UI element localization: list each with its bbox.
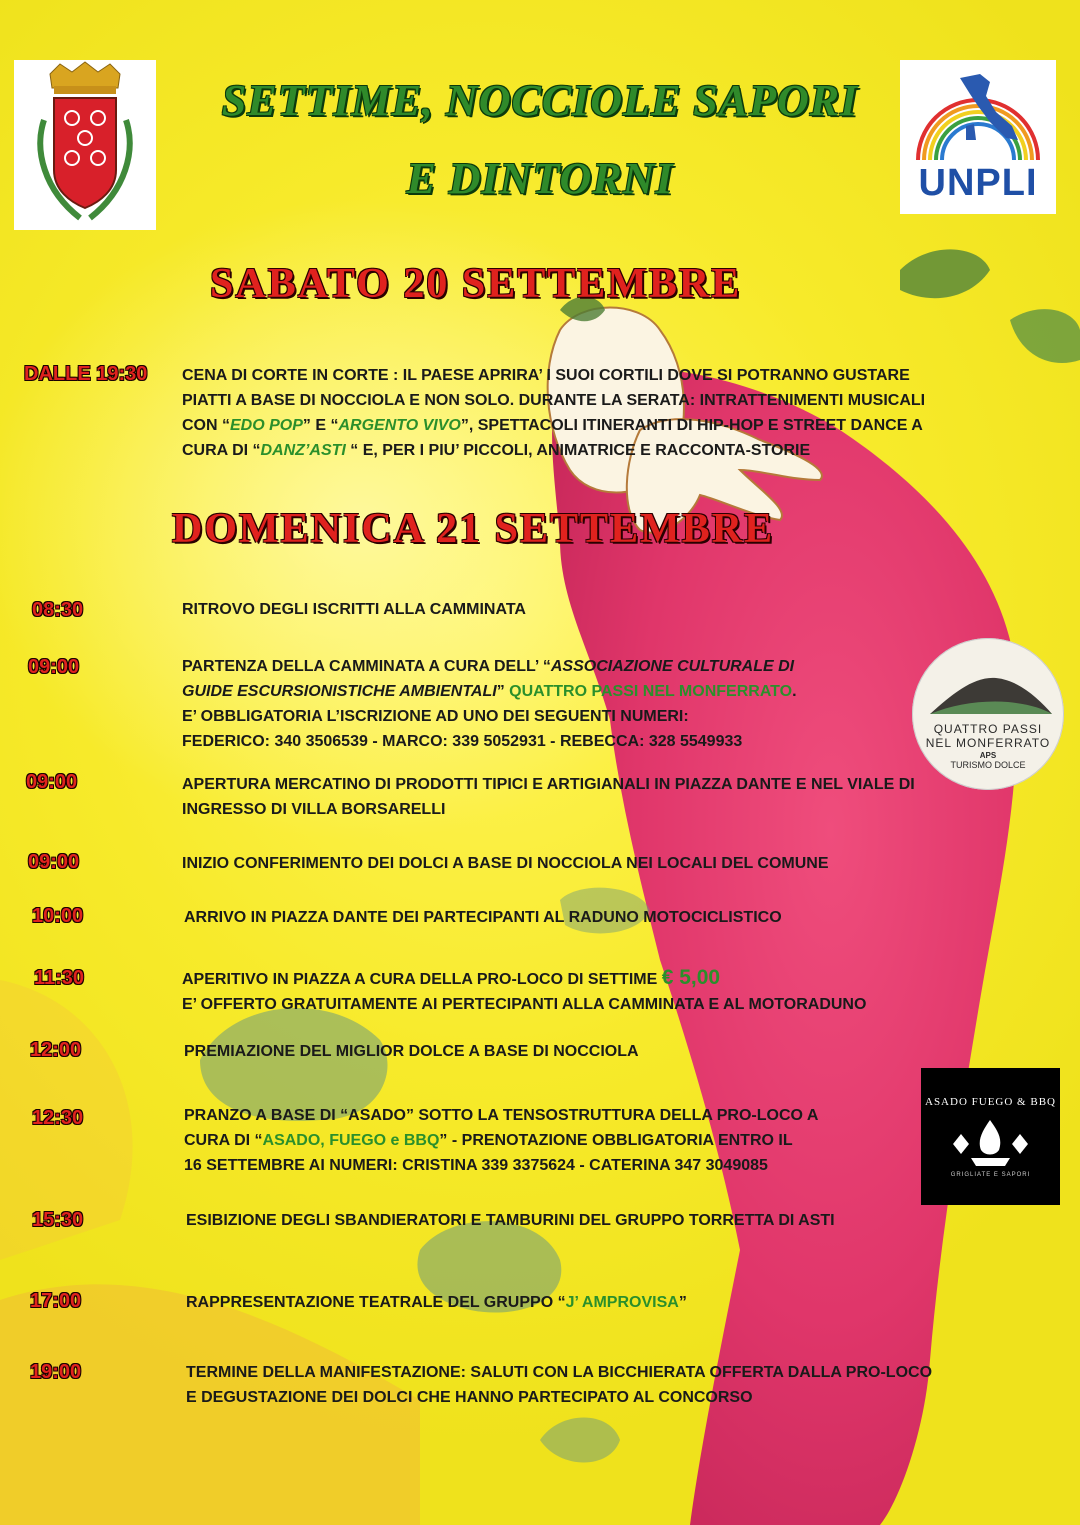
event-line: E DEGUSTAZIONE DEI DOLCI CHE HANNO PARTECIPATO AL CONCORSO bbox=[186, 1389, 753, 1406]
text: ”, SPETTACOLI ITINERANTI DI HIP-HOP E STREET DANCE A bbox=[460, 417, 923, 434]
crest-icon bbox=[14, 60, 156, 230]
title-line-1: SETTIME, NOCCIOLE SAPORI bbox=[221, 76, 859, 125]
argento-vivo-name: ARGENTO VIVO bbox=[338, 417, 461, 434]
quattro-passi-line-4: TURISMO DOLCE bbox=[950, 760, 1026, 770]
text: . bbox=[792, 683, 797, 700]
title-line-2: E DINTORNI bbox=[406, 154, 674, 203]
event-line bbox=[186, 1290, 1066, 1315]
text: CURA DI “ bbox=[184, 1132, 263, 1149]
event-description bbox=[186, 1208, 1066, 1233]
event-description bbox=[182, 654, 922, 754]
text: ” - PRENOTAZIONE OBBLIGATORIA ENTRO IL bbox=[439, 1132, 793, 1149]
event-time: 08:30 bbox=[32, 599, 84, 621]
event-line bbox=[182, 679, 922, 704]
saturday-line-3 bbox=[182, 413, 1072, 438]
event-time: 19:00 bbox=[30, 1361, 82, 1383]
quattro-passi-line-1: QUATTRO PASSI bbox=[933, 722, 1043, 736]
event-description bbox=[186, 1290, 1066, 1315]
event-line: E’ OBBLIGATORIA L’ISCRIZIONE AD UNO DEI SEGUENTI NUMERI: bbox=[182, 708, 689, 725]
text: PARTENZA DELLA CAMMINATA A CURA DELL’ “ bbox=[182, 658, 551, 675]
event-line: PRANZO A BASE DI “ASADO” SOTTO LA TENSOSTRUTTURA DELLA PRO-LOCO A bbox=[184, 1107, 819, 1124]
event-line: E’ OFFERTO GRATUITAMENTE AI PERTECIPANTI ALLA CAMMINATA E AL MOTORADUNO bbox=[182, 996, 867, 1013]
event-time: 15:30 bbox=[32, 1209, 84, 1231]
asado-fuego-bbq-logo bbox=[921, 1068, 1060, 1205]
event-description bbox=[184, 905, 1064, 930]
event-line: ARRIVO IN PIAZZA DANTE DEI PARTECIPANTI AL RADUNO MOTOCICLISTICO bbox=[184, 909, 782, 926]
text: APERITIVO IN PIAZZA A CURA DELLA PRO-LOCO DI SETTIME bbox=[182, 971, 662, 988]
event-line bbox=[182, 654, 922, 679]
text: RAPPRESENTAZIONE TEATRALE DEL GRUPPO “ bbox=[186, 1294, 566, 1311]
event-line bbox=[182, 965, 1062, 992]
asado-name: ASADO, FUEGO e BBQ bbox=[262, 1132, 440, 1149]
edo-pop-name: EDO POP bbox=[230, 417, 303, 434]
event-description bbox=[182, 772, 1062, 822]
event-line: TERMINE DELLA MANIFESTAZIONE: SALUTI CON LA BICCHIERATA OFFERTA DALLA PRO-LOCO bbox=[186, 1364, 933, 1381]
event-time: 09:00 bbox=[28, 851, 80, 873]
event-time: 10:00 bbox=[32, 905, 84, 927]
event-description bbox=[184, 1103, 914, 1178]
event-line: 16 SETTEMBRE AI NUMERI: CRISTINA 339 3375624 - CATERINA 347 3049085 bbox=[184, 1157, 768, 1174]
unpli-wordmark: UNPLI bbox=[918, 162, 1038, 204]
event-description bbox=[182, 965, 1062, 1017]
association-name: GUIDE ESCURSIONISTICHE AMBIENTALI bbox=[182, 683, 497, 700]
event-line bbox=[184, 1128, 914, 1153]
asado-ring-text: ASADO FUEGO & BBQ bbox=[925, 1096, 1056, 1108]
event-line: RITROVO DEGLI ISCRITTI ALLA CAMMINATA bbox=[182, 601, 526, 618]
quattro-passi-name: QUATTRO PASSI NEL MONFERRATO bbox=[509, 683, 793, 700]
text: CON “ bbox=[182, 417, 230, 434]
saturday-time: DALLE 19:30 bbox=[24, 363, 148, 385]
event-description bbox=[182, 597, 1062, 622]
sunday-heading: DOMENICA 21 SETTEMBRE bbox=[172, 506, 775, 552]
event-description bbox=[186, 1360, 1066, 1410]
event-description bbox=[182, 851, 1062, 876]
saturday-line-4 bbox=[182, 438, 1072, 463]
text: ” bbox=[496, 683, 510, 700]
leaf-shape bbox=[1010, 309, 1080, 363]
j-amprovisa-name: J’ AMPROVISA bbox=[565, 1294, 679, 1311]
husk-shape bbox=[540, 1418, 620, 1463]
quattro-passi-line-2: NEL MONFERRATO bbox=[925, 736, 1051, 750]
event-description bbox=[184, 1039, 1064, 1064]
event-time: 12:00 bbox=[30, 1039, 82, 1061]
association-name: ASSOCIAZIONE CULTURALE DI bbox=[550, 658, 795, 675]
event-line: PREMIAZIONE DEL MIGLIOR DOLCE A BASE DI NOCCIOLA bbox=[184, 1043, 639, 1060]
event-line: INGRESSO DI VILLA BORSARELLI bbox=[182, 801, 446, 818]
event-line: APERTURA MERCATINO DI PRODOTTI TIPICI E ARTIGIANALI IN PIAZZA DANTE E NEL VIALE DI bbox=[182, 776, 915, 793]
unpli-logo bbox=[900, 60, 1056, 214]
saturday-line-2: PIATTI A BASE DI NOCCIOLA E NON SOLO. DURANTE LA SERATA: INTRATTENIMENTI MUSICALI bbox=[182, 392, 926, 409]
event-time: 17:00 bbox=[30, 1290, 82, 1312]
event-time: 09:00 bbox=[28, 656, 80, 678]
event-time: 11:30 bbox=[34, 967, 85, 989]
saturday-description bbox=[182, 363, 1072, 463]
event-line: FEDERICO: 340 3506539 - MARCO: 339 5052931 - REBECCA: 328 5549933 bbox=[182, 733, 743, 750]
saturday-heading: SABATO 20 SETTEMBRE bbox=[210, 261, 742, 307]
text: ” bbox=[678, 1294, 687, 1311]
event-line: INIZIO CONFERIMENTO DEI DOLCI A BASE DI NOCCIOLA NEI LOCALI DEL COMUNE bbox=[182, 855, 829, 872]
event-time: 09:00 bbox=[26, 771, 78, 793]
event-line: ESIBIZIONE DEGLI SBANDIERATORI E TAMBURINI DEL GRUPPO TORRETTA DI ASTI bbox=[186, 1212, 835, 1229]
poster-title bbox=[170, 62, 910, 218]
quattro-passi-logo bbox=[912, 638, 1064, 790]
saturday-line-1: CENA DI CORTE IN CORTE : IL PAESE APRIRA’ I SUOI CORTILI DOVE SI POTRANNO GUSTARE bbox=[182, 367, 910, 384]
municipal-crest-logo bbox=[14, 60, 156, 230]
quattro-passi-line-3: APS bbox=[979, 751, 997, 760]
aperitivo-price: € 5,00 bbox=[661, 966, 721, 989]
event-time: 12:30 bbox=[32, 1107, 84, 1129]
text: “ E, PER I PIU’ PICCOLI, ANIMATRICE E RACCONTA-STORIE bbox=[345, 442, 811, 459]
leaf-shape bbox=[900, 249, 990, 298]
asado-sub-text: GRIGLIATE E SAPORI bbox=[950, 1172, 1031, 1178]
text: CURA DI “ bbox=[182, 442, 261, 459]
text: ” E “ bbox=[302, 417, 339, 434]
asado-fire-icon bbox=[921, 1068, 1060, 1205]
danz-asti-name: DANZ’ASTI bbox=[260, 442, 346, 459]
